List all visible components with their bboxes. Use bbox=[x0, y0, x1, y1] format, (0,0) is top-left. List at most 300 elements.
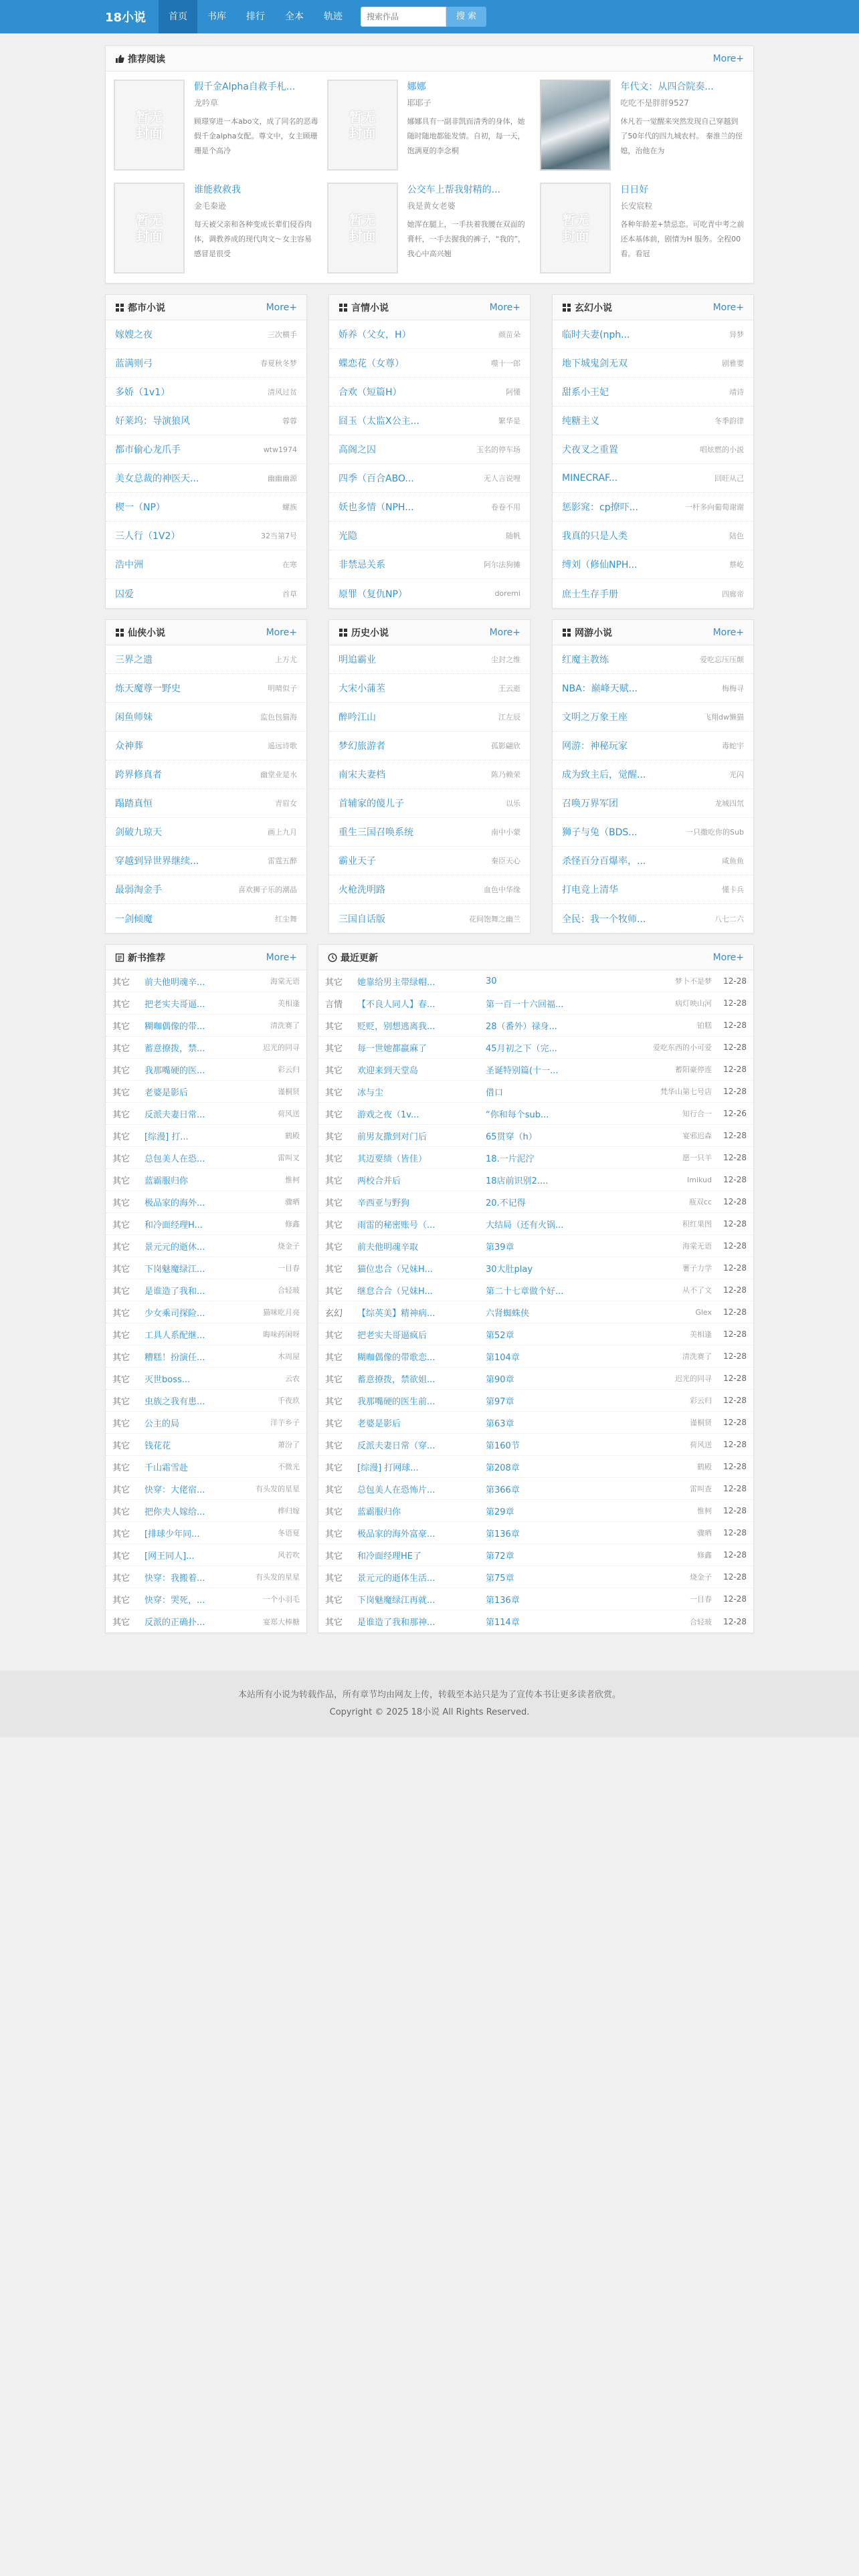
book-author[interactable]: 玉名的停车场 bbox=[476, 445, 520, 454]
book-title[interactable]: 假千金Alpha自救手札... bbox=[194, 82, 296, 92]
new-books-more-link[interactable]: More+ bbox=[266, 952, 297, 963]
category-more-link[interactable]: More+ bbox=[712, 627, 744, 638]
book-author[interactable]: 爱吃东西的小可爱 bbox=[653, 1043, 712, 1052]
book-author[interactable]: 噬十一郎 bbox=[491, 359, 520, 368]
list-item[interactable] bbox=[329, 847, 530, 875]
list-item[interactable] bbox=[106, 847, 306, 875]
book-author[interactable]: 秦臣天心 bbox=[491, 857, 520, 865]
book-author[interactable]: 合轻玻 bbox=[690, 1617, 712, 1626]
nav-home[interactable]: 首页 bbox=[159, 0, 197, 33]
book-title-link[interactable]: 工具人系配继... bbox=[145, 1330, 205, 1341]
list-item[interactable] bbox=[106, 407, 306, 435]
list-item[interactable] bbox=[553, 435, 753, 464]
book-title-link[interactable]: 和冷面经理H... bbox=[145, 1220, 203, 1230]
list-item[interactable] bbox=[553, 645, 753, 674]
book-author[interactable]: 荷风送 bbox=[278, 1109, 300, 1118]
book-author[interactable]: 幽幽幽源 bbox=[268, 474, 297, 483]
list-item[interactable] bbox=[329, 674, 530, 703]
recommend-more-link[interactable]: More+ bbox=[712, 53, 744, 64]
book-title-link[interactable]: 下岗魅魔绿江再就... bbox=[357, 1595, 436, 1606]
chapter-link[interactable]: 30 bbox=[486, 976, 497, 986]
chapter-link[interactable]: 第366章 bbox=[486, 1485, 520, 1495]
book-title-link[interactable]: 多娇（1v1） bbox=[115, 387, 171, 398]
table-row[interactable] bbox=[318, 1257, 753, 1279]
book-author[interactable]: 修鑫 bbox=[285, 1220, 300, 1228]
category-more-link[interactable]: More+ bbox=[489, 302, 520, 313]
book-author[interactable]: 一只撒吃你的Sub bbox=[686, 828, 744, 837]
book-author[interactable]: 骤晒 bbox=[697, 1529, 712, 1537]
list-item[interactable] bbox=[329, 349, 530, 378]
book-title-link[interactable]: 惩影窕：cp撩吓... bbox=[562, 502, 638, 513]
book-title-link[interactable]: 糟糕！扮演任... bbox=[145, 1352, 205, 1363]
list-item[interactable] bbox=[329, 522, 530, 550]
book-author[interactable]: 积红果图 bbox=[682, 1220, 712, 1228]
book-author[interactable]: 梵华山第七号店 bbox=[660, 1087, 712, 1096]
book-author[interactable]: 随帆 bbox=[506, 532, 520, 540]
book-author[interactable]: 美相逢 bbox=[278, 999, 300, 1008]
table-row[interactable] bbox=[318, 1434, 753, 1456]
book-author[interactable]: 雷叫查 bbox=[690, 1485, 712, 1493]
book-author[interactable]: 海棠无语 bbox=[270, 977, 300, 986]
list-item[interactable] bbox=[329, 645, 530, 674]
book-author[interactable]: 病灯映山河 bbox=[675, 999, 712, 1008]
list-item[interactable] bbox=[106, 1544, 306, 1566]
list-item[interactable] bbox=[329, 732, 530, 760]
list-item[interactable] bbox=[329, 579, 530, 608]
list-item[interactable] bbox=[106, 1346, 306, 1368]
table-row[interactable] bbox=[318, 1125, 753, 1147]
book-author[interactable]: 一目春 bbox=[690, 1595, 712, 1604]
book-author[interactable]: 合轻玻 bbox=[278, 1286, 300, 1295]
list-item[interactable] bbox=[553, 904, 753, 933]
list-item[interactable] bbox=[106, 760, 306, 789]
list-item[interactable] bbox=[106, 875, 306, 904]
book-title-link[interactable]: 都市偷心龙爪手 bbox=[115, 445, 181, 455]
book-title-link[interactable]: 重生三国召唤系统 bbox=[339, 827, 413, 838]
list-item[interactable] bbox=[329, 904, 530, 933]
table-row[interactable] bbox=[318, 1390, 753, 1412]
book-title-link[interactable]: 明追霸业 bbox=[339, 655, 376, 665]
list-item[interactable] bbox=[106, 1434, 306, 1456]
list-item[interactable] bbox=[106, 579, 306, 608]
book-title-link[interactable]: 我那嘴硬的医生前... bbox=[357, 1396, 436, 1407]
book-author[interactable]: 迟光的同寻 bbox=[675, 1374, 712, 1383]
book-author[interactable]: 喜欢狮子乐的潮晶 bbox=[238, 885, 297, 894]
book-title-link[interactable]: 把老实夫哥逼疯后 bbox=[357, 1330, 427, 1341]
book-title-link[interactable]: 【不良人同人】春... bbox=[357, 999, 436, 1010]
book-author[interactable]: 鹤殿 bbox=[697, 1463, 712, 1471]
list-item[interactable] bbox=[106, 789, 306, 818]
book-author[interactable]: 花间饱舞之幽兰 bbox=[469, 914, 520, 924]
book-author[interactable]: 八七二六 bbox=[714, 914, 744, 924]
list-item[interactable] bbox=[329, 378, 530, 407]
book-author[interactable]: 剧雅要 bbox=[722, 359, 744, 368]
book-author[interactable]: 桦归嫁 bbox=[278, 1507, 300, 1515]
table-row[interactable] bbox=[318, 1368, 753, 1390]
list-item[interactable] bbox=[106, 1191, 306, 1213]
table-row[interactable] bbox=[318, 1478, 753, 1500]
chapter-link[interactable]: 第72章 bbox=[486, 1551, 514, 1562]
list-item[interactable] bbox=[329, 818, 530, 847]
list-item[interactable] bbox=[106, 1169, 306, 1191]
list-item[interactable] bbox=[106, 320, 306, 349]
book-title-link[interactable]: 快穿：大佬宿... bbox=[145, 1485, 205, 1495]
list-item[interactable] bbox=[106, 1037, 306, 1059]
list-item[interactable] bbox=[553, 760, 753, 789]
book-author[interactable]: 梦卜不是梦 bbox=[675, 977, 712, 986]
book-title-link[interactable]: 钱花花 bbox=[145, 1440, 171, 1451]
list-item[interactable] bbox=[553, 320, 753, 349]
book-title-link[interactable]: 跨界修真者 bbox=[115, 770, 162, 780]
book-author[interactable]: 云农 bbox=[285, 1374, 300, 1383]
book-author[interactable]: 回旺从己 bbox=[714, 474, 744, 483]
list-item[interactable] bbox=[106, 732, 306, 760]
book-title[interactable]: 年代文：从四合院奏... bbox=[620, 82, 714, 92]
book-title-link[interactable]: 成为致主后，觉醒... bbox=[562, 770, 646, 780]
list-item[interactable] bbox=[106, 1478, 306, 1500]
list-item[interactable] bbox=[106, 1522, 306, 1544]
book-author[interactable]: 宴郑大棒糖 bbox=[263, 1617, 300, 1626]
book-author[interactable]: 猫咪吃月亮 bbox=[263, 1308, 300, 1317]
recommend-book-card[interactable] bbox=[536, 77, 749, 176]
book-title-link[interactable]: 合欢（短篇H） bbox=[339, 387, 402, 398]
book-title-link[interactable]: 景元元的逝体生活... bbox=[357, 1573, 436, 1584]
book-author[interactable]: 风若吹 bbox=[278, 1551, 300, 1560]
book-author[interactable]: 宴邪迟森 bbox=[682, 1132, 712, 1140]
list-item[interactable] bbox=[329, 407, 530, 435]
list-item[interactable] bbox=[106, 1213, 306, 1235]
table-row[interactable] bbox=[318, 1191, 753, 1213]
category-more-link[interactable]: More+ bbox=[266, 627, 297, 638]
book-cover[interactable] bbox=[540, 183, 611, 274]
book-author[interactable]: 明晴似子 bbox=[268, 684, 297, 693]
book-author[interactable]: 遥远诗歌 bbox=[268, 742, 297, 750]
book-author[interactable]: 谨桐贤 bbox=[278, 1087, 300, 1096]
book-author[interactable]: 光闪 bbox=[729, 770, 744, 779]
list-item[interactable] bbox=[329, 789, 530, 818]
book-author[interactable]: 卷卷不用 bbox=[491, 503, 520, 512]
table-row[interactable] bbox=[318, 1544, 753, 1566]
book-author[interactable]: 愿一只羊 bbox=[682, 1154, 712, 1162]
table-row[interactable] bbox=[318, 1235, 753, 1257]
recommend-book-card[interactable] bbox=[323, 77, 537, 176]
book-author[interactable]: doremi bbox=[494, 589, 520, 598]
book-title-link[interactable]: 两校合并后 bbox=[357, 1176, 401, 1186]
table-row[interactable] bbox=[318, 970, 753, 992]
book-title-link[interactable]: 每一世她都羸麻了 bbox=[357, 1043, 427, 1054]
book-author[interactable]: 龙城四氘 bbox=[714, 799, 744, 808]
book-title-link[interactable]: 总包美人在恐... bbox=[145, 1154, 205, 1164]
book-title-link[interactable]: 千山霜雪赴 bbox=[145, 1463, 189, 1473]
table-row[interactable] bbox=[318, 992, 753, 1014]
book-author[interactable]: 阿懂 bbox=[506, 388, 520, 397]
list-item[interactable] bbox=[106, 1323, 306, 1346]
chapter-link[interactable]: 第136章 bbox=[486, 1529, 520, 1539]
book-author[interactable]: 荷风送 bbox=[690, 1440, 712, 1449]
book-title-link[interactable]: 纯糖主义 bbox=[562, 416, 599, 427]
book-author[interactable]: 萧汾了 bbox=[278, 1440, 300, 1449]
book-title-link[interactable]: 快穿：我搬着... bbox=[145, 1573, 205, 1584]
book-title-link[interactable]: 狮子与兔（BDS... bbox=[562, 827, 638, 838]
book-title-link[interactable]: 蝶恋花（女尊） bbox=[339, 358, 404, 369]
book-title-link[interactable]: 极品家的海外富豪... bbox=[357, 1529, 436, 1539]
list-item[interactable] bbox=[106, 550, 306, 579]
book-title-link[interactable]: 首辅家的傻儿子 bbox=[339, 798, 404, 809]
book-title-link[interactable]: 囧玉（太监X公主... bbox=[339, 416, 419, 427]
list-item[interactable] bbox=[329, 493, 530, 522]
recommend-book-card[interactable] bbox=[536, 180, 749, 279]
book-title-link[interactable]: 总包美人在恐怖片... bbox=[357, 1485, 436, 1495]
book-title-link[interactable]: 反派夫妻日常... bbox=[145, 1109, 205, 1120]
table-row[interactable] bbox=[318, 1301, 753, 1323]
book-author[interactable]: 清洗赛了 bbox=[270, 1021, 300, 1030]
book-title-link[interactable]: NBA：巅峰天赋... bbox=[562, 683, 638, 694]
book-author[interactable]: 在寒 bbox=[282, 560, 297, 569]
list-item[interactable] bbox=[106, 1500, 306, 1522]
book-author[interactable]: 瓶双cc bbox=[688, 1198, 712, 1206]
chapter-link[interactable]: 28（番外）禄身... bbox=[486, 1021, 557, 1032]
chapter-link[interactable]: 第一百一十六回福... bbox=[486, 999, 564, 1010]
list-item[interactable] bbox=[106, 1147, 306, 1169]
book-title-link[interactable]: 三界之遗 bbox=[115, 655, 153, 665]
table-row[interactable] bbox=[318, 1522, 753, 1544]
book-author[interactable]: 骤晒 bbox=[285, 1198, 300, 1206]
book-author[interactable]: 孤影翩欣 bbox=[491, 742, 520, 750]
book-title-link[interactable]: [综漫] 打... bbox=[145, 1132, 189, 1142]
list-item[interactable] bbox=[329, 320, 530, 349]
list-item[interactable] bbox=[106, 493, 306, 522]
list-item[interactable] bbox=[106, 1301, 306, 1323]
book-author[interactable]: 画上九月 bbox=[268, 828, 297, 837]
chapter-link[interactable]: 18店前识别2.... bbox=[486, 1176, 549, 1186]
list-item[interactable] bbox=[553, 732, 753, 760]
chapter-link[interactable]: 第52章 bbox=[486, 1330, 514, 1341]
book-title-link[interactable]: 反派夫妻日常（穿... bbox=[357, 1440, 436, 1451]
book-title-link[interactable]: 闲鱼师妹 bbox=[115, 712, 153, 723]
book-title-link[interactable]: 老婆是影后 bbox=[145, 1087, 189, 1098]
book-title-link[interactable]: 游戏之夜（1v... bbox=[357, 1109, 419, 1120]
table-row[interactable] bbox=[318, 1037, 753, 1059]
book-title-link[interactable]: 原罪（复仇NP） bbox=[339, 588, 407, 600]
list-item[interactable] bbox=[106, 1610, 306, 1632]
book-title-link[interactable]: 妖也多情（NPH... bbox=[339, 502, 414, 513]
list-item[interactable] bbox=[329, 760, 530, 789]
chapter-link[interactable]: 65贯穿（h） bbox=[486, 1132, 537, 1142]
chapter-link[interactable]: 20.不记得 bbox=[486, 1198, 526, 1208]
book-title-link[interactable]: MINECRAF... bbox=[562, 473, 618, 484]
list-item[interactable] bbox=[106, 1368, 306, 1390]
chapter-link[interactable]: 借口 bbox=[486, 1087, 504, 1098]
book-author[interactable]: 懂卡兵 bbox=[722, 885, 744, 894]
book-title-link[interactable]: 犬夜叉之重置 bbox=[562, 445, 618, 455]
book-author[interactable]: 红尘舞 bbox=[275, 914, 297, 924]
book-title-link[interactable]: 高阁之囚 bbox=[339, 445, 376, 455]
book-title-link[interactable]: 灭世boss... bbox=[145, 1374, 191, 1385]
book-title-link[interactable]: 辛西亚与野狗 bbox=[357, 1198, 410, 1208]
book-title-link[interactable]: 一剑倾魔 bbox=[115, 914, 153, 925]
list-item[interactable] bbox=[106, 703, 306, 732]
book-title-link[interactable]: 非禁忌关系 bbox=[339, 560, 385, 570]
book-title-link[interactable]: 四季（百合ABO... bbox=[339, 473, 414, 484]
chapter-link[interactable]: 第160节 bbox=[486, 1440, 520, 1451]
list-item[interactable] bbox=[106, 1125, 306, 1147]
book-title[interactable]: 娜娜 bbox=[407, 82, 426, 92]
list-item[interactable] bbox=[553, 875, 753, 904]
list-item[interactable] bbox=[329, 875, 530, 904]
book-title-link[interactable]: 蹋踏真恒 bbox=[115, 798, 153, 809]
book-title-link[interactable]: 糊咖偶像的带... bbox=[145, 1021, 205, 1032]
recent-updates-more-link[interactable]: More+ bbox=[712, 952, 744, 963]
book-author[interactable]: 知行合一 bbox=[682, 1109, 712, 1118]
book-title-link[interactable]: 娇养（父女，H） bbox=[339, 330, 411, 340]
book-title-link[interactable]: 虫族之我有患... bbox=[145, 1396, 205, 1407]
book-author[interactable]: 四廊帝 bbox=[722, 589, 744, 599]
list-item[interactable] bbox=[329, 464, 530, 493]
book-author[interactable]: 迟光的同寻 bbox=[263, 1043, 300, 1052]
book-author[interactable]: 惟柯 bbox=[697, 1507, 712, 1515]
book-title-link[interactable]: 杀怪百分百爆率，... bbox=[562, 856, 646, 867]
list-item[interactable] bbox=[106, 378, 306, 407]
table-row[interactable] bbox=[318, 1103, 753, 1125]
table-row[interactable] bbox=[318, 1412, 753, 1434]
book-author[interactable]: 上万尤 bbox=[275, 655, 297, 664]
list-item[interactable] bbox=[106, 1412, 306, 1434]
book-title-link[interactable]: 把你夫人嫁给... bbox=[145, 1507, 205, 1517]
list-item[interactable] bbox=[106, 464, 306, 493]
book-title-link[interactable]: 是谁造了我和那神... bbox=[357, 1618, 436, 1628]
book-author[interactable]: wtw1974 bbox=[263, 445, 297, 454]
list-item[interactable] bbox=[106, 970, 306, 992]
book-author[interactable]: 梅梅寻 bbox=[722, 684, 744, 693]
list-item[interactable] bbox=[106, 435, 306, 464]
book-title-link[interactable]: 美女总裁的神医天... bbox=[115, 473, 199, 484]
book-title-link[interactable]: 蓝霸服归你 bbox=[145, 1176, 189, 1186]
book-author[interactable]: 蓄阳豪停连 bbox=[675, 1065, 712, 1074]
book-title-link[interactable]: 众神葬 bbox=[115, 741, 143, 752]
book-title-link[interactable]: 反派的正确扑... bbox=[145, 1618, 205, 1628]
list-item[interactable] bbox=[106, 818, 306, 847]
book-title-link[interactable]: 好莱坞：导演狼风 bbox=[115, 416, 190, 427]
book-title[interactable]: 谁能救救我 bbox=[194, 185, 241, 195]
book-author[interactable]: 一杆多向葡萄谢谢 bbox=[685, 503, 744, 512]
book-title-link[interactable]: 快穿：哭死，... bbox=[145, 1595, 205, 1606]
list-item[interactable] bbox=[106, 1014, 306, 1037]
book-title-link[interactable]: 我真的只是人类 bbox=[562, 531, 628, 542]
book-cover[interactable] bbox=[327, 183, 398, 274]
book-title-link[interactable]: 把老实夫哥逼... bbox=[145, 999, 205, 1010]
book-author[interactable]: 青眉女 bbox=[275, 799, 297, 808]
book-author[interactable]: Glex bbox=[695, 1307, 712, 1317]
table-row[interactable] bbox=[318, 1456, 753, 1478]
table-row[interactable] bbox=[318, 1279, 753, 1301]
book-title-link[interactable]: 甜系小王妃 bbox=[562, 387, 609, 398]
book-title-link[interactable]: 嫁嫂之夜 bbox=[115, 330, 153, 340]
nav-completed[interactable]: 全本 bbox=[285, 11, 304, 22]
book-title-link[interactable]: 楔一（NP） bbox=[115, 502, 165, 513]
chapter-link[interactable]: 六肾蜘蛛侠 bbox=[486, 1308, 530, 1319]
book-title-link[interactable]: 欢迎来到天堂岛 bbox=[357, 1065, 419, 1076]
book-title-link[interactable]: 地下城鬼剑无双 bbox=[562, 358, 628, 369]
list-item[interactable] bbox=[553, 464, 753, 493]
book-title-link[interactable]: 前男友撒到对门后 bbox=[357, 1132, 427, 1142]
book-author[interactable]: 一个小羽毛 bbox=[263, 1595, 300, 1604]
book-title-link[interactable]: 老婆是影后 bbox=[357, 1418, 401, 1429]
book-title-link[interactable]: 南宋夫妻档 bbox=[339, 770, 385, 780]
list-item[interactable] bbox=[106, 1456, 306, 1478]
book-title-link[interactable]: 缚刘（修仙NPH... bbox=[562, 560, 638, 570]
table-row[interactable] bbox=[318, 1500, 753, 1522]
recommend-book-card[interactable] bbox=[110, 180, 323, 279]
table-row[interactable] bbox=[318, 1610, 753, 1632]
list-item[interactable] bbox=[553, 789, 753, 818]
list-item[interactable] bbox=[106, 1390, 306, 1412]
list-item[interactable] bbox=[106, 904, 306, 933]
chapter-link[interactable]: 第97章 bbox=[486, 1396, 514, 1407]
book-author[interactable]: 美相逢 bbox=[690, 1330, 712, 1339]
list-item[interactable] bbox=[106, 1257, 306, 1279]
chapter-link[interactable]: 第75章 bbox=[486, 1573, 514, 1584]
chapter-link[interactable]: 第104章 bbox=[486, 1352, 520, 1363]
chapter-link[interactable]: 第136章 bbox=[486, 1595, 520, 1606]
book-title-link[interactable]: [排球少年同... bbox=[145, 1529, 200, 1539]
book-title-link[interactable]: 贬贬，别想逃离我... bbox=[357, 1021, 436, 1032]
book-author[interactable]: Imikud bbox=[686, 1175, 712, 1184]
list-item[interactable] bbox=[553, 674, 753, 703]
book-author[interactable]: 修鑫 bbox=[697, 1551, 712, 1560]
book-author[interactable]: 颜苗朵 bbox=[498, 330, 520, 339]
book-author[interactable]: 毒蛇宇 bbox=[722, 742, 744, 750]
book-title-link[interactable]: 醉吟江山 bbox=[339, 712, 376, 723]
chapter-link[interactable]: 18.一片泥泞 bbox=[486, 1154, 535, 1164]
list-item[interactable] bbox=[106, 349, 306, 378]
list-item[interactable] bbox=[106, 1279, 306, 1301]
chapter-link[interactable]: 圣诞特别篇(十一... bbox=[486, 1065, 559, 1076]
list-item[interactable] bbox=[553, 378, 753, 407]
list-item[interactable] bbox=[553, 493, 753, 522]
book-title-link[interactable]: 网游：神秘玩家 bbox=[562, 741, 628, 752]
book-title-link[interactable]: 猫位忠合（兄妹H... bbox=[357, 1264, 433, 1275]
book-author[interactable]: 清风过贫 bbox=[268, 388, 297, 397]
chapter-link[interactable]: 第63章 bbox=[486, 1418, 514, 1429]
book-author[interactable]: 不微光 bbox=[278, 1463, 300, 1471]
table-row[interactable] bbox=[318, 1169, 753, 1191]
table-row[interactable] bbox=[318, 1014, 753, 1037]
list-item[interactable] bbox=[106, 674, 306, 703]
book-title-link[interactable]: 梦幻旅游者 bbox=[339, 741, 385, 752]
book-author[interactable]: 爱吃忘压压颠 bbox=[700, 655, 744, 664]
list-item[interactable] bbox=[329, 703, 530, 732]
book-author[interactable]: 木周屋 bbox=[278, 1352, 300, 1361]
book-author[interactable]: 幽堂业是水 bbox=[260, 770, 297, 779]
book-title[interactable]: 日日好 bbox=[620, 185, 649, 195]
list-item[interactable] bbox=[106, 645, 306, 674]
chapter-link[interactable]: 45月初之下（完... bbox=[486, 1043, 557, 1054]
table-row[interactable] bbox=[318, 1566, 753, 1588]
list-item[interactable] bbox=[106, 522, 306, 550]
list-item[interactable] bbox=[106, 1103, 306, 1125]
book-title-link[interactable]: 浩中洲 bbox=[115, 560, 143, 570]
book-title-link[interactable]: 霸业天子 bbox=[339, 856, 376, 867]
book-title-link[interactable]: 最弱淘金手 bbox=[115, 885, 162, 895]
search-input[interactable] bbox=[361, 7, 446, 27]
book-title-link[interactable]: 蓝霸服归你 bbox=[357, 1507, 401, 1517]
book-author[interactable]: 有头发的星星 bbox=[256, 1573, 300, 1582]
chapter-link[interactable]: 第208章 bbox=[486, 1463, 520, 1473]
book-author[interactable]: 海棠无语 bbox=[682, 1242, 712, 1251]
book-title-link[interactable]: 冰与尘 bbox=[357, 1087, 384, 1098]
book-author[interactable]: 尘封之维 bbox=[491, 655, 520, 664]
chapter-link[interactable]: 30大肚play bbox=[486, 1264, 533, 1275]
